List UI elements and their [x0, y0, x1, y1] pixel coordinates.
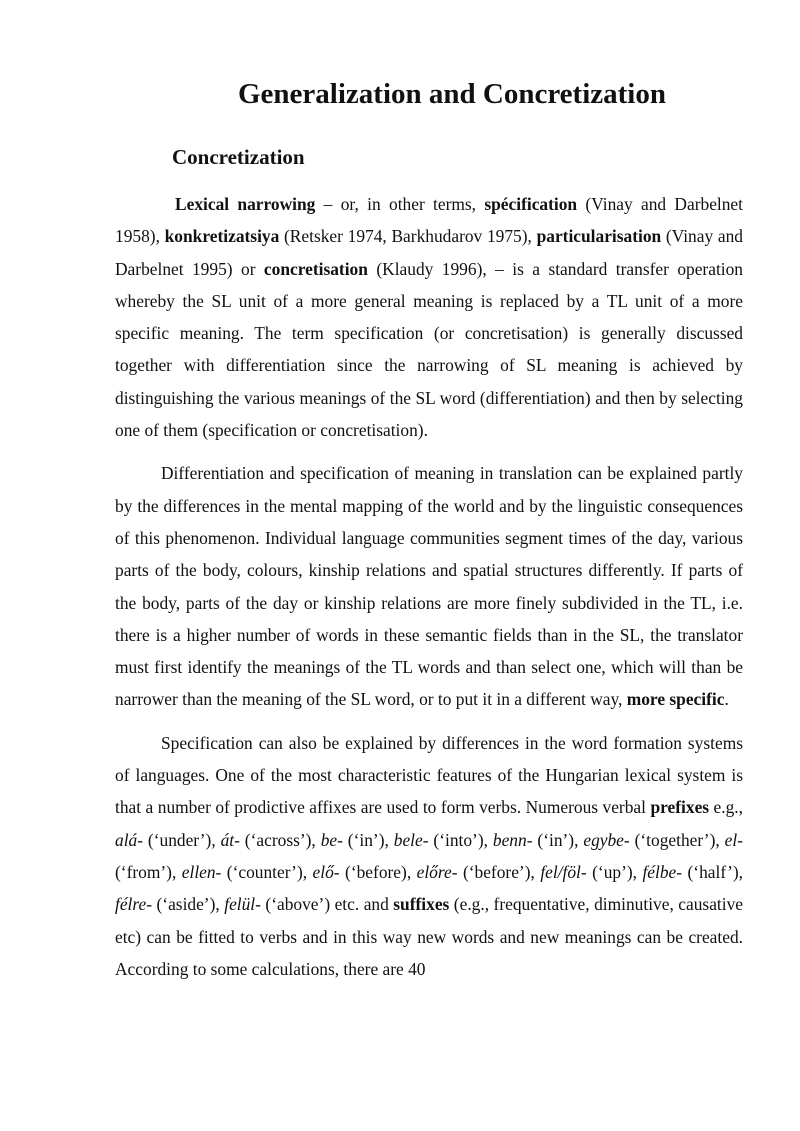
bold-term: suffixes: [393, 894, 450, 915]
text-run: (‘into’),: [428, 829, 493, 850]
text-run: (‘before),: [339, 861, 417, 882]
text-run: (Retsker 1974, Barkhudarov 1975),: [279, 226, 537, 247]
text-run: (‘before’),: [457, 861, 541, 882]
bold-term: Lexical narrowing: [175, 194, 316, 214]
text-run: – or, in other terms,: [315, 194, 485, 214]
italic-term: félbe-: [642, 861, 683, 882]
italic-term: egybe-: [583, 829, 630, 850]
italic-term: bele-: [393, 829, 429, 850]
document-body: [115, 188, 743, 996]
text-run: (‘counter’),: [221, 861, 313, 882]
text-run: (e.g., frequentative, diminutive, causative etc) can be fitted to verbs and in this way new words and new meanings can be created. According to some calculations, there are 40: [115, 894, 743, 979]
italic-term: félre-: [115, 894, 153, 915]
text-run: (‘across’),: [239, 829, 321, 850]
bold-term: particularisation: [536, 226, 662, 247]
italic-term: fel/föl-: [540, 861, 587, 882]
italic-term: el-: [724, 829, 743, 850]
text-run: (‘from’),: [115, 861, 182, 882]
italic-term: benn-: [492, 829, 533, 850]
text-run: Differentiation and specification of meaning in translation can be explained partly by the differences in the mental mapping of the world and by the linguistic consequences of this phenomenon. Individual language communities segment times of the day, various parts of the body, colours, kinship relations and spatial structures differently. If parts of the body, parts of the day or kinship relations are more finely subdivided in the TL, i.e. there is a higher number of words in these semantic fields than in the SL, the translator must first identify the meanings of the TL words and than select one, which will than be narrower than the meaning of the SL word, or to put it in a different way,: [115, 463, 743, 710]
text-run: (‘in’),: [532, 829, 584, 850]
paragraph-word-formation: [115, 727, 743, 985]
italic-term: felül-: [224, 894, 261, 915]
text-run: (‘half’),: [682, 861, 744, 882]
text-run: e.g.,: [709, 797, 743, 818]
italic-term: ellen-: [181, 861, 222, 882]
italic-term: alá-: [115, 829, 144, 850]
paragraph-differentiation: [115, 457, 743, 715]
bold-term: concretisation: [263, 258, 368, 279]
section-heading: Concretization: [172, 145, 305, 169]
text-run: (‘above’) etc. and: [260, 894, 394, 915]
text-run: (‘up’),: [586, 861, 643, 882]
italic-term: át-: [220, 829, 240, 850]
italic-term: előre-: [416, 861, 458, 882]
text-run: (‘in’),: [342, 829, 394, 850]
text-run: (‘aside’),: [152, 894, 225, 915]
bold-term: more specific: [626, 689, 725, 710]
italic-term: elő-: [312, 861, 340, 882]
italic-term: be-: [320, 829, 343, 850]
paragraph-lexical-narrowing: [115, 188, 743, 446]
text-run: .: [724, 689, 729, 710]
bold-term: konkretizatsiya: [164, 226, 280, 247]
text-run: (Vinay and Darbelnet 1995) or: [115, 226, 743, 279]
bold-term: prefixes: [650, 797, 710, 818]
text-run: (‘under’),: [143, 829, 221, 850]
text-run: (Vinay and Darbelnet 1958),: [115, 194, 743, 247]
text-run: (Klaudy 1996), – is a standard transfer operation whereby the SL unit of a more general meaning is replaced by a TL unit of a more specific meaning. The term specification (or concretisation) is generally discussed together with differentiation since the narrowing of SL meaning is achieved by distinguishing the various meanings of the SL word (differentiation) and then by selecting one of them (specification or concretisation).: [115, 258, 743, 441]
text-run: (‘together’),: [629, 829, 725, 850]
document-title: Generalization and Concretization: [238, 78, 666, 110]
text-run: Specification can also be explained by differences in the word formation systems of languages. One of the most characteristic features of the Hungarian lexical system is that a number of prodictive affixes are used to form verbs. Numerous verbal: [115, 732, 743, 818]
bold-term: spécification: [484, 194, 578, 214]
